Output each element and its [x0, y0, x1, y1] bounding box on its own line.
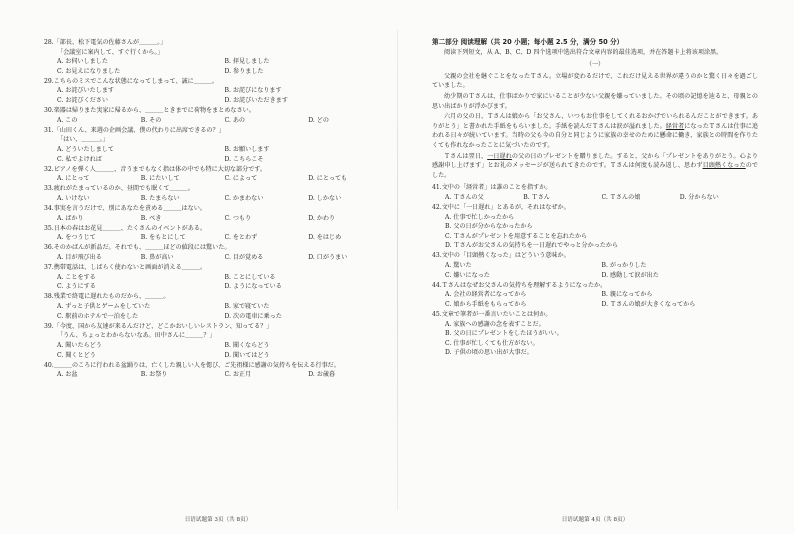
answer-option: D. 口がうまい	[308, 254, 348, 262]
answer-option-row	[44, 214, 392, 224]
answer-option: B. 聞くならどう	[224, 341, 270, 349]
question-item	[44, 361, 392, 380]
answer-option: D. お詫びいただきます	[224, 97, 288, 105]
answer-option: A. この	[57, 116, 78, 124]
question-stem	[432, 310, 758, 320]
answer-option: A. お盆	[57, 371, 78, 379]
question-item	[44, 184, 392, 203]
answer-option-row	[44, 67, 392, 77]
answer-option: A. どういたしまして	[57, 146, 115, 154]
reading-passage	[432, 72, 758, 181]
question-text: 事実を言うだけで、別にあなたを責める＿＿＿はない。	[53, 205, 206, 213]
question-number: 37.	[44, 264, 54, 272]
answer-option: A. 仕事で忙しかったから	[445, 213, 515, 221]
passage-text: 六月の父の日、Ｔさんは娘から「お父さん、いつもお仕事をしてくれるおかげでいられるんだことができます。ありがとう」と書かれた手紙をもらいました。手紙を読んだＴさんは涙が溢れました。	[432, 113, 758, 130]
answer-option: C. Ｔさんがプレゼントを用意することを忘れたから	[445, 232, 588, 240]
question-stem	[44, 361, 392, 371]
answer-option: B. 鼻が高い	[140, 254, 174, 262]
answer-option-row	[44, 253, 392, 263]
question-stem	[44, 165, 392, 175]
question-stem	[44, 38, 392, 48]
question-stem	[44, 224, 392, 234]
question-text: 文中の「目頭熱くなった」はどういう意味か。	[441, 252, 570, 260]
question-text: ＿＿＿のころに行われる盆踊りは、亡くした親しい人を偲び、ご先祖様に感謝の気持ちを伝える行事だ。	[53, 361, 340, 369]
question-stem	[432, 203, 758, 213]
answer-option-row	[44, 312, 392, 322]
question-text: 携帯電話は、しばらく使わないと画面が消える＿＿＿。	[53, 264, 207, 272]
exam-page-4	[432, 38, 758, 526]
question-number: 41.	[432, 184, 442, 192]
question-text: 楽器は帰りまた実家に帰るから、＿＿＿ときまでに荷物をまとめなさい。	[53, 107, 255, 115]
answer-option: A. 家族への感謝の念を表すことだ。	[445, 320, 545, 328]
question-number: 31.	[44, 126, 54, 134]
answer-option: A. にとって	[57, 175, 90, 183]
passage-text: のでした。	[432, 162, 758, 179]
question-stem	[44, 126, 392, 136]
passage-text: の父の日のプレゼントを贈りました。すると、父から「プレゼントをありがとう。心より感謝申し上げます」とお礼のメッセージが送られてきたのです。Ｔさんは何度も読み返し、思わず	[432, 152, 758, 170]
question-item	[432, 310, 758, 358]
answer-option: D. 感動して涙が出た	[601, 271, 659, 279]
question-item	[44, 106, 392, 125]
question-text: 「部長、松下電気の佐藤さんが＿＿＿。」	[53, 39, 167, 46]
question-text: 文中の「経営者」は誰のことを指すか。	[441, 184, 552, 192]
passage-text: になったＴさんは仕事に追われる日々が続いています。当時の父も今の自分と同じように家族の幸せのために懸命に働き、家族との時間を作りたくても作れなかったことに気づいたのです。	[432, 122, 758, 149]
passage-paragraph	[432, 72, 758, 91]
question-item	[44, 126, 392, 164]
question-number: 28.	[44, 39, 54, 46]
question-number: 42.	[432, 204, 442, 211]
answer-option-row	[44, 302, 392, 312]
answer-option: C. をとわず	[224, 234, 258, 242]
question-dialogue-line: 「はい、＿＿＿。」	[57, 136, 109, 144]
question-stem	[44, 243, 392, 253]
answer-option: A. いけない	[57, 195, 90, 202]
answer-option: C. Ｔさんの娘	[601, 193, 641, 201]
answer-option: B. お祭り	[140, 371, 168, 379]
underlined-phrase: 経営者	[665, 122, 685, 130]
answer-option: C. 仕事が忙しくても仕方がない。	[445, 339, 539, 347]
question-stem	[44, 263, 392, 273]
answer-option: B. をもとにして	[140, 234, 186, 242]
answer-option: C. 私でよければ	[57, 155, 102, 163]
question-stem	[44, 106, 392, 116]
question-item	[44, 263, 392, 292]
answer-option-row	[432, 300, 758, 310]
answer-option: B. たまらない	[140, 195, 180, 202]
answer-option: A. ことをする	[57, 273, 96, 281]
question-number: 32.	[44, 165, 54, 173]
answer-option-row	[44, 145, 392, 155]
question-text: 文章で筆者が一番言いたいことは何か。	[441, 311, 552, 319]
question-stem	[44, 184, 392, 194]
question-text: 疲れがたまっているのか、昼間でも眠くて＿＿＿。	[53, 185, 194, 193]
question-dialogue-line: 「会議室に案内して、すぐ行くから。」	[57, 48, 164, 56]
answer-option-row	[44, 341, 392, 351]
question-number: 30.	[44, 107, 54, 115]
question-number: 39.	[44, 322, 54, 330]
passage-paragraph	[432, 92, 758, 111]
answer-option-row	[44, 86, 392, 96]
answer-option: A. 驚いた	[445, 262, 472, 270]
answer-option-row	[432, 261, 758, 271]
answer-option: D. をはじめ	[308, 234, 342, 242]
answer-option: A. Ｔさんの父	[445, 193, 484, 201]
answer-option: D. こちらこそ	[224, 155, 264, 163]
question-text: 日本の春はお花見＿＿＿、たくさんのイベントがある。	[53, 224, 207, 232]
answer-option-row	[44, 174, 392, 184]
question-stem	[432, 183, 758, 193]
answer-option: B. 父の日が分からなかったから	[445, 223, 533, 231]
answer-option: A. お詫びいたします	[57, 87, 115, 95]
grammar-question-list	[44, 38, 392, 380]
underlined-phrase: 目頭熱くなった	[702, 162, 746, 170]
answer-option: D. 聞いてはどう	[224, 351, 270, 359]
question-number: 29.	[44, 77, 54, 85]
answer-option: D. にとっても	[308, 175, 348, 183]
question-stem	[44, 77, 392, 87]
page-footer-left: 日语试题第 3页（共 8页）	[184, 517, 252, 524]
passage-number: （一）	[585, 61, 605, 69]
answer-option: C. お正月	[224, 371, 252, 379]
question-number: 45.	[432, 311, 442, 319]
answer-option: C. お見えになりました	[57, 67, 121, 75]
page-footer-right: 日语试题第 4页（共 8页）	[561, 517, 629, 524]
question-number: 33.	[44, 185, 54, 193]
answer-option-row	[44, 282, 392, 292]
question-item	[44, 243, 392, 262]
question-number: 35.	[44, 224, 54, 232]
answer-option: D. Ｔさんがお父さんの気持ちを一日遅れでやっと分かったから	[445, 242, 619, 250]
answer-option: D. しかない	[308, 195, 342, 202]
answer-option: C. によって	[224, 175, 258, 183]
question-text: 「山田くん、来週の企画会議、僕の代わりに出席できるの？」	[53, 126, 225, 134]
answer-option-row	[432, 271, 758, 281]
question-item	[432, 251, 758, 280]
answer-option-row	[44, 57, 392, 67]
answer-option: B. 家で寝ていた	[224, 303, 270, 311]
question-text: 文中に「一日遅れ」とあるが、それはなぜか。	[441, 204, 570, 211]
question-stem	[432, 281, 758, 291]
answer-option: B. 拝見しました	[224, 58, 270, 66]
answer-option-row	[44, 194, 392, 204]
answer-option: D. どの	[308, 116, 329, 124]
answer-option: C. 駅前のホテルで一泊をした	[57, 312, 139, 320]
answer-option-row	[44, 155, 392, 165]
question-number: 34.	[44, 205, 54, 213]
question-dialogue-line: 「うん、ちょっとわからないなあ。田中さんに＿＿＿？」	[57, 332, 216, 340]
answer-option: C. 目が覚める	[224, 254, 264, 262]
question-item	[44, 38, 392, 76]
answer-option-row	[44, 116, 392, 126]
answer-option: A. ばかり	[57, 214, 84, 222]
answer-option: B. その	[140, 116, 162, 124]
answer-option: C. つもり	[224, 214, 252, 222]
question-number: 38.	[44, 293, 54, 301]
question-text: そのかばんが新品だ。それでも、＿＿＿ほどの値段には驚いた。	[53, 244, 231, 252]
question-number: 44.	[432, 281, 442, 289]
answer-option: C. 娘から手紙をもらってから	[445, 300, 527, 308]
question-item	[432, 183, 758, 202]
answer-option: D. 参りました	[224, 67, 264, 75]
underlined-phrase: 一日遅れ	[487, 152, 512, 160]
answer-option: D. 子供の頃の思い出が大事だ。	[445, 349, 533, 357]
instructions-text: 阅读下列短文，从 A、B、C、D 四个选项中选出符合文章内容的最佳选项，并在答题卡上将该项涂黑。	[444, 48, 723, 56]
question-number: 43.	[432, 252, 442, 260]
answer-option: B. にたいして	[140, 175, 180, 183]
answer-option: B. べき	[140, 214, 162, 222]
question-text: ピアノを弾く人＿＿＿、音うまでもなく指は体の中でも特に大切な部分です。	[53, 165, 267, 173]
answer-option-row	[432, 193, 758, 203]
question-stem	[44, 204, 392, 214]
answer-option: B. Ｔさん	[523, 193, 550, 201]
reading-question-list	[432, 183, 758, 358]
question-item	[44, 165, 392, 184]
answer-option: D. ようになっている	[224, 283, 282, 291]
answer-option: A. 会社の経営者になってから	[445, 291, 527, 299]
answer-option-row	[44, 351, 392, 361]
answer-option: A. ずっと子供とゲームをしていた	[57, 303, 151, 311]
answer-option: C. ようにする	[57, 283, 96, 291]
question-text: 「今度、国から友達が来るんだけど、どこかおいしいレストラン、知ってる？」	[53, 322, 273, 330]
question-item	[44, 292, 392, 321]
passage-text: Ｔさんは翌日、	[444, 152, 488, 160]
passage-text: 幼少期のＴさんは、仕事ばかりで家にいることが少ない父親を嫌っていました。その頃の記憶を辿ると、母親との思い出ばかりが浮かびます。	[432, 92, 758, 110]
answer-option: A. 目が飛び出る	[57, 254, 102, 262]
exam-page-3	[44, 38, 392, 526]
answer-option: C. あの	[224, 116, 246, 124]
section-title: 第二部分 阅读理解（共 20 小题；每小题 2.5 分，满分 50 分）	[432, 38, 624, 46]
passage-text: 父親の会社を継ぐことをなったＴさん。立場が変わるだけで、これだけ見える世界が違うのかと驚く日々を過ごしていました。	[432, 72, 758, 90]
question-stem	[44, 292, 392, 302]
answer-option: D. 分からない	[679, 193, 719, 201]
question-item	[432, 203, 758, 251]
answer-option: B. お願いします	[224, 146, 270, 154]
answer-option: B. 父の日にプレゼントをしたほうがいい。	[445, 330, 563, 338]
answer-option: B. がっかりした	[601, 262, 647, 270]
book-spine-shadow	[397, 30, 398, 510]
question-text: 残業で終電に遅れたものだから、＿＿＿。	[53, 293, 170, 301]
answer-option-row	[44, 273, 392, 283]
answer-option: C. 嫌いになった	[445, 271, 490, 279]
answer-option: A. をつうじて	[57, 234, 96, 242]
section-instructions	[432, 48, 758, 58]
answer-option: C. お詫びください	[57, 97, 108, 105]
answer-option: B. ことにしている	[224, 273, 276, 281]
question-item	[44, 204, 392, 223]
answer-option: C. 聞くとどう	[57, 351, 96, 359]
question-item	[44, 77, 392, 106]
answer-option: B. 親になってから	[601, 291, 653, 299]
answer-option-row	[44, 96, 392, 106]
answer-option: A. お伺いしました	[57, 58, 108, 66]
answer-option: D. お歳暮	[308, 371, 336, 379]
answer-option: D. かわり	[308, 214, 336, 222]
question-text: Ｔさんはなぜお父さんの気持ちを理解するようになったか。	[441, 281, 607, 289]
question-item	[44, 224, 392, 243]
question-number: 40.	[44, 361, 54, 369]
answer-option: D. 次の電車に乗った	[224, 312, 282, 320]
answer-option-row	[44, 370, 392, 380]
question-item	[44, 322, 392, 360]
answer-option-row	[44, 233, 392, 243]
answer-option: D. Ｔさんの娘が大きくなってから	[601, 300, 696, 308]
question-number: 36.	[44, 244, 54, 252]
question-stem	[432, 251, 758, 261]
passage-paragraph	[432, 152, 758, 181]
answer-option: C. かまわない	[224, 195, 264, 202]
answer-option: A. 聞いたらどう	[57, 341, 102, 349]
answer-option-row	[432, 290, 758, 300]
question-item	[432, 281, 758, 310]
question-text: こちらのミスでこんな状態になってしまって、誠に＿＿＿。	[53, 77, 219, 85]
answer-option: B. お詫びになります	[224, 87, 282, 95]
passage-paragraph	[432, 112, 758, 150]
question-stem	[44, 322, 392, 332]
